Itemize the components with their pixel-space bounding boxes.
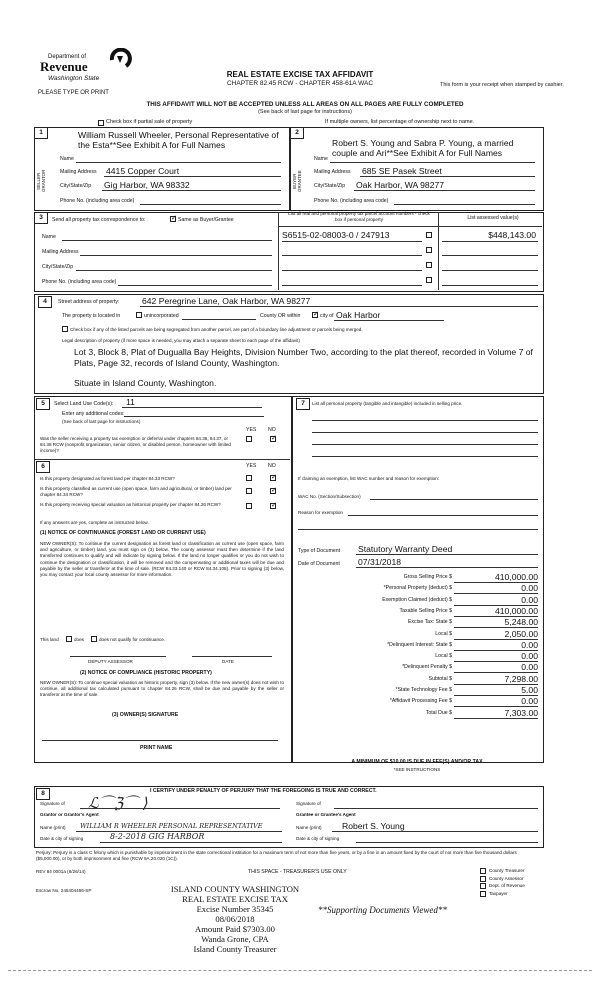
corr-phone-label: Phone No. (including area code) (42, 279, 117, 285)
rule (442, 241, 538, 242)
reason-label: Reason for exemption (298, 510, 343, 515)
tax-row-label: *Affidavit Processing Fee $ (389, 698, 452, 705)
tax-row-label: *Delinquent Penalty $ (402, 664, 452, 671)
copy-label: County Treasurer (489, 868, 525, 873)
rule (100, 842, 282, 843)
stamp-line: ISLAND COUNTY WASHINGTON (170, 884, 300, 894)
grantor-print-label: Name (print) (40, 825, 66, 830)
tax-row-label: Total Due $ (425, 709, 452, 716)
seeback-text: (See back of last page for instructions) (258, 109, 352, 115)
perjury-text: Perjury: Perjury is a class C felony which is punishable by imprisonment in the state correctional institution for a maximum term of not more than five years, or by a fine in an amount fixed by the court of not more than five thousand dollars ($5,000.00), or by both imprisonment and fine (RCW 9A.20.020 (1C)). (36, 850, 517, 861)
please-type: PLEASE TYPE OR PRINT (38, 90, 109, 96)
buyer-addr-label: Mailing Address (314, 169, 351, 175)
rule (76, 162, 281, 163)
owner-signature-label: (3) OWNER(S) SIGNATURE (112, 712, 179, 718)
section-8-number: 8 (36, 788, 50, 800)
rule (282, 285, 422, 286)
doc-date-label: Date of Document (298, 561, 340, 567)
rule (76, 270, 272, 271)
grantor-agent-label: Grantor or Grantor's Agent (40, 812, 99, 817)
additional-codes-hint: (See back of last page for instructions) (62, 419, 141, 424)
tax-row-label: Local $ (435, 653, 452, 660)
situate-text: Situate in Island County, Washington. (74, 378, 217, 388)
tax-row-value[interactable]: 410,000.00 (454, 572, 538, 583)
tax-row-value[interactable]: 0.00 (454, 651, 538, 662)
seller-city-label: City/State/Zip (60, 183, 92, 189)
send-correspondence-label: Send all property tax correspondence to: (52, 217, 146, 223)
rule (140, 306, 538, 307)
seller-side-label: SELLER GRANTOR (36, 169, 46, 193)
located-label: The property is located in (62, 313, 121, 319)
tax-row-value[interactable]: 0.00 (454, 595, 538, 606)
tax-row-value[interactable]: 5.00 (454, 685, 538, 696)
see-instructions-note: *SEE INSTRUCTIONS (393, 767, 441, 772)
personal-property-label: List all personal property (tangible and intangible) included in selling price. (312, 401, 463, 406)
rule (312, 420, 538, 421)
copy-label: Dept. of Revenue (489, 883, 525, 888)
rule (356, 567, 538, 568)
receipt-note: This form is your receipt when stamped by cashier. (440, 82, 564, 88)
copy-checkbox[interactable] (480, 891, 486, 897)
s6-q3: Is this property receiving special valuation as historical property per chapter 84.26 RCW? (40, 502, 221, 507)
city-of-label: city of (320, 313, 334, 319)
buyer-name-label: Name (314, 156, 328, 162)
rule (34, 459, 290, 460)
s5-q1-yes[interactable] (246, 436, 252, 442)
rule (102, 190, 281, 191)
s6-q3-yes[interactable] (246, 503, 252, 509)
rule (442, 270, 538, 271)
certify-text: I CERTIFY UNDER PENALTY OF PERJURY THAT THE FOREGOING IS TRUE AND CORRECT. (150, 788, 377, 794)
deputy-date-label: DATE (222, 659, 234, 664)
rule (442, 255, 538, 256)
county-label: County OR within (260, 313, 301, 319)
rule (334, 320, 444, 321)
s6-notice2-text: NEW OWNER(S): To continue special valuation as historic property, sign (3) below. If the new owner(s) does not wish to continue, all additional tax calculated pursuant to chapter 84.26 RCW, shall be due and payable by the seller or transferor at the time of sale. (40, 680, 284, 698)
grantee-date-label: Date & city of signing (296, 836, 340, 841)
grantor-print-value[interactable]: WILLIAM R WHEELER PERSONAL REPRESENTATIVE (80, 822, 263, 830)
unincorporated-checkbox[interactable] (136, 312, 142, 318)
rule (278, 212, 279, 290)
city-value[interactable]: Oak Harbor (336, 310, 381, 320)
grantor-signature: ℒ⌒ℨ⌒ ⟩ (88, 794, 149, 812)
section-5-number: 5 (36, 398, 50, 410)
land-does-not-checkbox[interactable] (91, 636, 97, 642)
rule (370, 499, 538, 500)
rule (312, 444, 538, 445)
rule (8, 970, 592, 971)
grantor-date-value[interactable]: 8-2-2018 GIG HARBOR (110, 832, 205, 841)
tax-row-label: *Delinquent Interest: State $ (387, 641, 452, 648)
s6-q1: Is this property designated as forest land per chapter 84.33 RCW? (40, 476, 175, 481)
buyer-city-label: City/State/Zip (314, 183, 346, 189)
tax-row-label: Excise Tax: State $ (407, 619, 452, 626)
section-3-number: 3 (34, 212, 48, 224)
land-use-label: Select Land Use Code(s): (54, 401, 114, 407)
assessed-value[interactable]: $448,143.00 (488, 230, 536, 240)
stamp-line: Island County Treasurer (193, 944, 277, 954)
tax-row-label: Subtotal $ (428, 675, 452, 682)
rule (70, 656, 166, 657)
tax-row-value[interactable]: 0.00 (454, 662, 538, 673)
rule (442, 285, 538, 286)
grantor-sig-label: Signature of (40, 801, 65, 806)
seller-city-value[interactable]: Gig Harbor, WA 98332 (104, 180, 190, 190)
buyer-side-label: BUYER GRANTEE (292, 170, 302, 192)
street-label: Street address of property: (58, 299, 120, 305)
multiple-owners-note: If multiple owners, list percentage of ownership next to name. (325, 119, 475, 125)
parcel-1-personal-checkbox[interactable] (426, 232, 432, 238)
grantor-date-label: Date & city of signing (40, 836, 84, 841)
copy-checkbox[interactable] (480, 868, 486, 874)
grantee-print-value[interactable]: Robert S. Young (342, 821, 405, 831)
land-does-not-label: does not qualify for continuance. (99, 637, 166, 642)
s5-question: Was the seller receiving a property tax exemption or deferral under chapters 84.36, 84.37, or 84.38 RCW (nonprofit organization, senior citizen, or disabled person, homeowner with limited income)? (40, 436, 231, 453)
land-use-code[interactable]: 11 (126, 397, 135, 407)
tax-row-value[interactable]: 410,000.00 (454, 606, 538, 617)
s6-no-header: NO (268, 463, 276, 469)
additional-codes-label: Enter any additional codes: (62, 411, 125, 417)
rule (330, 162, 535, 163)
land-does-label: does (74, 637, 84, 642)
rule (282, 241, 422, 242)
corr-addr-label: Mailing Address (42, 249, 79, 255)
buyer-city-value[interactable]: Oak Harbor, WA 98277 (356, 180, 445, 190)
minimum-fee-note: A MINIMUM OF $10.00 IS DUE IN FEE(S) AND/OR TAX (351, 759, 483, 765)
land-does-checkbox[interactable] (66, 636, 72, 642)
grantee-sig-label: Signature of (296, 801, 321, 806)
legal-description[interactable]: Lot 3, Block 8, Plat of Dugualla Bay Heights, Division Number Two, according to the plat thereof, recorded in Volume 7 of Plats, Page 32, records of Island County, Washington. (74, 347, 533, 368)
s6-q2-yes[interactable] (246, 488, 252, 494)
rule (394, 204, 535, 205)
doc-date-value[interactable]: 07/31/2018 (358, 557, 402, 567)
exemption-label: If claiming an exemption, list WAC number and reason for exemption: (298, 476, 440, 481)
s6-yes-header: YES (246, 463, 257, 469)
s5-no-header: NO (268, 427, 276, 433)
parcel-list-header: List all real and personal property tax parcel account numbers - check box if personal property (288, 211, 430, 222)
tax-row-value[interactable]: 0.00 (454, 583, 538, 594)
rule (182, 319, 256, 320)
copy-label: Taxpayer (489, 890, 508, 896)
supporting-docs-stamp: **Supporting Documents Viewed** (318, 905, 447, 915)
rule (282, 270, 422, 271)
rule (80, 808, 280, 809)
corr-city-label: City/State/Zip (42, 264, 74, 270)
rule (334, 808, 538, 809)
seller-name-label: Name (60, 156, 74, 162)
rule (118, 285, 272, 286)
tax-row-label: Gross Selling Price $ (403, 574, 452, 580)
grantee-print-label: Name (print) (296, 825, 322, 830)
rule (124, 416, 264, 417)
s6-q1-yes[interactable] (246, 475, 252, 481)
rule (80, 255, 272, 256)
tax-row-label: *State Technology Fee $ (395, 687, 452, 693)
rule (356, 842, 538, 843)
rule (140, 204, 281, 205)
seller-phone-label: Phone No. (including area code) (60, 198, 135, 204)
treasurer-space-label: THIS SPACE - TREASURER'S USE ONLY (248, 869, 347, 875)
section-6-number: 6 (36, 461, 50, 473)
stamp-line: 08/06/2018 (215, 914, 255, 924)
rule (356, 554, 538, 555)
partial-sale-label: Check box if partial sale of property (106, 119, 193, 125)
segregated-checkbox[interactable] (62, 326, 68, 332)
same-as-buyer-checkbox[interactable] (170, 216, 176, 222)
rule (282, 255, 422, 256)
s6-q3-no[interactable] (270, 503, 276, 509)
rule (42, 740, 278, 741)
s6-ifany: If any answers are yes, complete as instructed below. (40, 520, 149, 525)
section-4-number: 4 (38, 296, 52, 308)
seller-addr-value[interactable]: 4415 Copper Court (106, 166, 180, 176)
seller-addr-label: Mailing Address (60, 169, 97, 175)
section-2-number: 2 (290, 127, 304, 139)
parcel-2-personal-checkbox[interactable] (426, 247, 432, 253)
assessed-header: List assessed value(s) (467, 215, 519, 221)
tax-row-value[interactable]: 2,050.00 (454, 629, 538, 640)
grantee-agent-label: Grantee or Grantee's Agent (296, 812, 356, 817)
section-7-number: 7 (296, 398, 310, 410)
treasurer-stamp (150, 884, 320, 954)
partial-sale-checkbox[interactable] (98, 120, 104, 126)
stamp-line: REAL ESTATE EXCISE TAX (182, 894, 288, 904)
rule (62, 240, 272, 241)
stamp-line: Excise Number 35345 (196, 904, 274, 914)
print-name-label: PRINT NAME (140, 745, 173, 751)
s6-q2-no[interactable] (270, 488, 276, 494)
tax-row-label: *Personal Property (deduct) $ (383, 585, 452, 592)
parcel-3-personal-checkbox[interactable] (426, 262, 432, 268)
copy-label: County Assessor (489, 875, 524, 881)
rule (332, 831, 538, 832)
deputy-assessor-label: DEPUTY ASSESSOR (88, 659, 133, 664)
city-of-checkbox[interactable] (312, 312, 318, 318)
tax-row-value[interactable]: 0.00 (454, 696, 538, 707)
buyer-name-value[interactable]: Robert S. Young and Sabra P. Young, a married couple and Ari**See Exhibit A for Full Names (332, 138, 514, 158)
rule (312, 432, 538, 433)
tax-row-label: Local $ (435, 630, 452, 637)
rule (348, 515, 538, 516)
tax-row-value[interactable]: 0.00 (454, 640, 538, 651)
warning-text: THIS AFFIDAVIT WILL NOT BE ACCEPTED UNLESS ALL AREAS ON ALL PAGES ARE FULLY COMPLETED (146, 101, 464, 108)
rev-number: REV 84 0001a (6/26/14) (36, 869, 86, 874)
stamp-line: Wanda Grone, CPA (201, 934, 269, 944)
s6-q1-no[interactable] (270, 475, 276, 481)
segregated-label: Check box if any of the listed parcels are being segregated from another parcel, are part of a boundary line adjustment or parcels being merged. (70, 327, 363, 332)
s5-yes-header: YES (246, 427, 257, 433)
legal-label: Legal description of property (if more space is needed, you may attach a separate sheet to each page of the affidavit) (62, 338, 300, 343)
s5-q1-no[interactable] (270, 436, 276, 442)
s6-q2: Is this property classified as current use (open space, farm and agricultural, or timber) land per chapter 84.34 RCW? (40, 486, 232, 497)
stamp-line: Amount Paid $7303.00 (195, 924, 275, 934)
dor-logo (40, 50, 135, 90)
buyer-phone-label: Phone No. (including area code) (314, 198, 389, 204)
rule (122, 407, 262, 408)
copy-checkbox[interactable] (480, 883, 486, 889)
street-value[interactable]: 642 Peregrine Lane, Oak Harbor, WA 98277 (142, 296, 311, 306)
rule (192, 656, 272, 657)
s6-notice1-text: NEW OWNER(S): To continue the current designation as forest land or classification as current use (open space, farm and agriculture, or timber) land, you must sign on (3) below. The county assessor must then determine if the land transferred continues to qualify and will indicate by signing below. If the land no longer qualifies or you do not wish to continue the designation or classification, it will be removed and the compensating or additional taxes will be due and payable by the seller or transferor at the time of sale. (RCW 84.33.140 or RCW 84.34.108). Prior to signing (3) below, you may contact your local county assessor for more information. (40, 541, 284, 578)
form-chapter: CHAPTER 82.45 RCW - CHAPTER 458-61A WAC (226, 80, 374, 87)
s6-notice2-title: (2) NOTICE OF COMPLIANCE (HISTORIC PROPERTY) (80, 670, 212, 676)
escrow-number: Escrow No. 245404466-SP (36, 888, 92, 893)
rule (298, 529, 538, 530)
rule (278, 226, 542, 227)
parcel-number[interactable]: S6515-02-08003-0 / 247913 (282, 230, 390, 240)
tax-row-value[interactable]: 5,248.00 (454, 617, 538, 628)
doc-type-label: Type of Document (298, 548, 341, 554)
rule (354, 190, 535, 191)
revenue-text: Revenue (40, 59, 88, 74)
rule (438, 212, 439, 290)
rule (312, 456, 538, 457)
buyer-addr-value[interactable]: 685 SE Pasek Street (362, 166, 442, 176)
parcel-4-personal-checkbox[interactable] (426, 277, 432, 283)
tax-row-label: Exemption Claimed (deduct) $ (382, 596, 452, 603)
s6-notice1-title: (1) NOTICE OF CONTINUANCE (FOREST LAND OR CURRENT USE) (40, 530, 206, 536)
wac-label: WAC No. (Section/Subsection) (298, 494, 361, 499)
unincorporated-label: unincorporated (144, 313, 179, 319)
dept-text: Department of (48, 54, 87, 60)
seller-name-value[interactable]: William Russell Wheeler, Personal Representative of the Esta**See Exhibit A for Full Names (78, 130, 279, 150)
tax-row-label: Taxable Selling Price $ (399, 607, 452, 614)
state-text: Washington State (48, 75, 100, 82)
copy-checkbox[interactable] (480, 876, 486, 882)
tax-row-value[interactable]: 7,298.00 (454, 674, 538, 685)
section-1-number: 1 (34, 127, 48, 139)
doc-type-value[interactable]: Statutory Warranty Deed (358, 544, 453, 554)
rule (104, 176, 281, 177)
form-title: REAL ESTATE EXCISE TAX AFFIDAVIT (226, 70, 374, 79)
corr-name-label: Name (42, 234, 56, 240)
tax-row-value[interactable]: 7,303.00 (454, 708, 538, 719)
rule (360, 176, 535, 177)
thisland-label: This land (40, 637, 59, 642)
same-as-buyer-label: Same as Buyer/Grantee (178, 217, 234, 223)
dor-emblem-icon (108, 48, 132, 70)
